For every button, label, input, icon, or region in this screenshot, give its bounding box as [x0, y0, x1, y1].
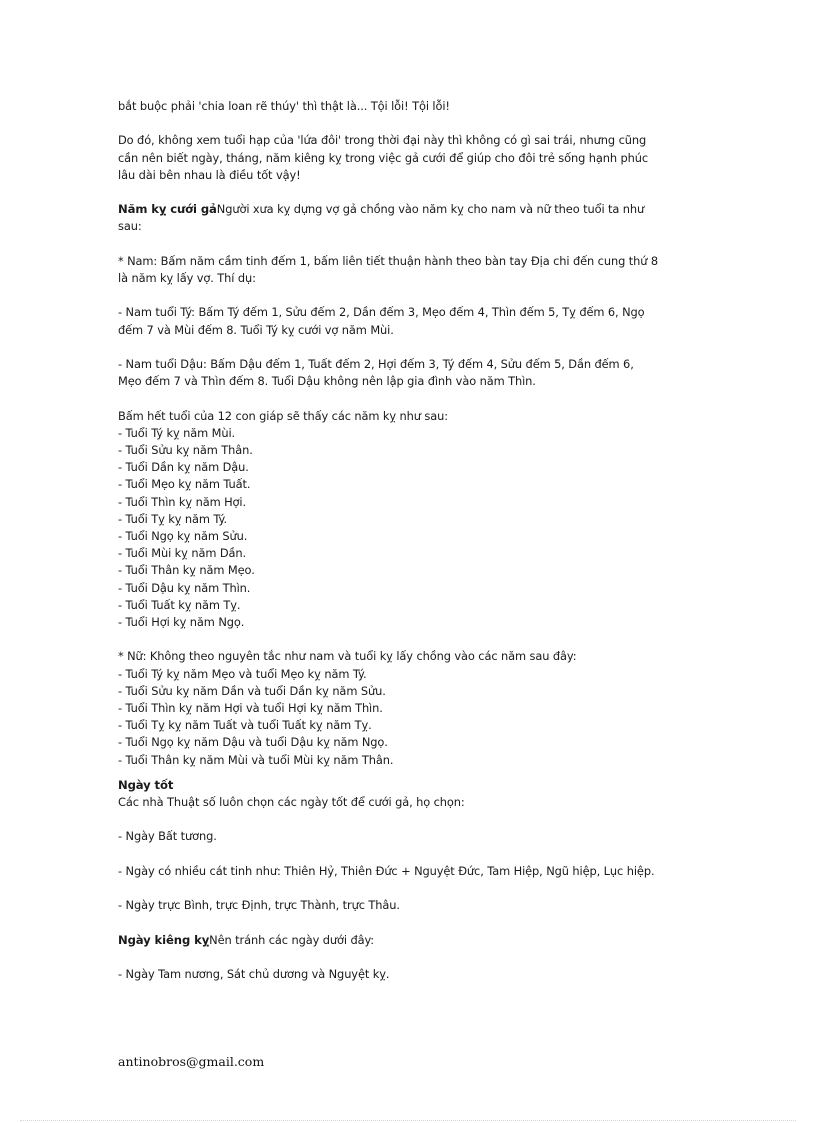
list-item: - Tuổi Tỵ kỵ năm Tý.: [118, 511, 228, 526]
section-lead-cont: sau:: [118, 219, 142, 234]
list-item: - Ngày Tam nương, Sát chủ dương và Nguyệt kỵ.: [118, 966, 390, 981]
list-item: - Tuổi Tỵ kỵ năm Tuất và tuổi Tuất kỵ năm Tỵ.: [118, 718, 372, 733]
list-item: - Tuổi Ngọ kỵ năm Dậu và tuổi Dậu kỵ năm Ngọ.: [118, 735, 388, 750]
example-dau-line-2: Mẹo đếm 7 và Thìn đếm 8. Tuổi Dậu không nên lập gia đình vào năm Thìn.: [118, 374, 536, 389]
example-ty-line-2: đếm 7 và Mùi đếm 8. Tuổi Tý kỵ cưới vợ năm Mùi.: [118, 322, 394, 337]
list-item: - Tuổi Sửu kỵ năm Dần và tuổi Dần kỵ năm Sửu.: [118, 683, 386, 698]
section-ngay-kieng-ky: [118, 932, 708, 949]
example-ty-line-1: - Nam tuổi Tý: Bấm Tý đếm 1, Sửu đếm 2, Dần đếm 3, Mẹo đếm 4, Thìn đếm 5, Tỵ đếm 6, Ngọ: [118, 305, 645, 320]
zodiac-list-intro: Bấm hết tuổi của 12 con giáp sẽ thấy các năm kỵ như sau:: [118, 408, 449, 423]
list-item: - Tuổi Tý kỵ năm Mùi.: [118, 425, 236, 440]
list-item: - Tuổi Dậu kỵ năm Thìn.: [118, 580, 251, 595]
document-body: [118, 98, 708, 983]
list-item: - Tuổi Mùi kỵ năm Dần.: [118, 546, 247, 561]
list-item: - Tuổi Ngọ kỵ năm Sửu.: [118, 528, 248, 543]
reason-line-2: cần nên biết ngày, tháng, năm kiêng kỵ trong việc gả cưới để giúp cho đôi trẻ sống hạnh phúc: [118, 150, 649, 165]
reason-line-1: Do đó, không xem tuổi hạp của 'lứa đôi' trong thời đại này thì không có gì sai trái, nhưng cũng: [118, 133, 647, 148]
list-item: - Ngày Bất tương.: [118, 829, 217, 844]
list-item: - Tuổi Thân kỵ năm Mẹo.: [118, 563, 255, 578]
nam-intro-line-1: * Nam: Bấm năm cầm tinh đếm 1, bấm liên tiết thuận hành theo bàn tay Địa chi đến cung thứ 8: [118, 253, 659, 268]
list-item: - Tuổi Hợi kỵ năm Ngọ.: [118, 615, 245, 629]
list-item: - Tuổi Thìn kỵ năm Hợi.: [118, 494, 247, 509]
section-nam-ky: [118, 201, 708, 218]
reason-line-3: lâu dài bên nhau là điều tốt vậy!: [118, 167, 301, 182]
list-item: - Ngày trực Bình, trực Định, trực Thành, trực Thâu.: [118, 898, 400, 913]
section-heading-nam-ky: Năm kỵ cưới gả: [118, 202, 217, 217]
list-item: - Tuổi Thìn kỵ năm Hợi và tuổi Hợi kỵ năm Thìn.: [118, 701, 383, 715]
list-item: - Tuổi Tuất kỵ năm Tỵ.: [118, 597, 241, 612]
list-item: - Tuổi Sửu kỵ năm Thân.: [118, 442, 253, 457]
list-item: - Tuổi Tý kỵ năm Mẹo và tuổi Mẹo kỵ năm Tý.: [118, 666, 367, 681]
section-heading-ngay-kieng-ky: Ngày kiêng kỵ: [118, 932, 210, 947]
nu-intro: * Nữ: Không theo nguyên tắc như nam và tuổi kỵ lấy chồng vào các năm sau đây:: [118, 649, 577, 664]
section-lead-ngay-kieng-ky: Nên tránh các ngày dưới đây:: [209, 932, 375, 947]
list-item: - Tuổi Mẹo kỵ năm Tuất.: [118, 477, 251, 492]
list-item: - Ngày có nhiều cát tinh như: Thiên Hỷ, Thiên Đức + Nguyệt Đức, Tam Hiệp, Ngũ hiệp, Lục hiệp.: [118, 863, 655, 878]
list-item: - Tuổi Dần kỵ năm Dậu.: [118, 460, 249, 475]
section-heading-ngay-tot: Ngày tốt: [118, 777, 174, 792]
section-lead-nam-ky: Người xưa kỵ dựng vợ gả chồng vào năm kỵ cho nam và nữ theo tuổi ta như: [216, 202, 645, 217]
intro-line: bắt buộc phải 'chia loan rẽ thúy' thì thật là... Tội lỗi! Tội lỗi!: [118, 99, 450, 113]
example-dau-line-1: - Nam tuổi Dậu: Bấm Dậu đếm 1, Tuất đếm 2, Hợi đếm 3, Tý đếm 4, Sửu đếm 5, Dần đếm 6,: [118, 356, 634, 371]
section-lead-ngay-tot: Các nhà Thuật số luôn chọn các ngày tốt để cưới gả, họ chọn:: [118, 795, 465, 810]
footer-email: antinobros@gmail.com: [118, 1054, 265, 1069]
page-bottom-divider: [20, 1120, 796, 1121]
list-item: - Tuổi Thân kỵ năm Mùi và tuổi Mùi kỵ năm Thân.: [118, 752, 394, 767]
nam-intro-line-2: là năm kỵ lấy vợ. Thí dụ:: [118, 270, 256, 285]
